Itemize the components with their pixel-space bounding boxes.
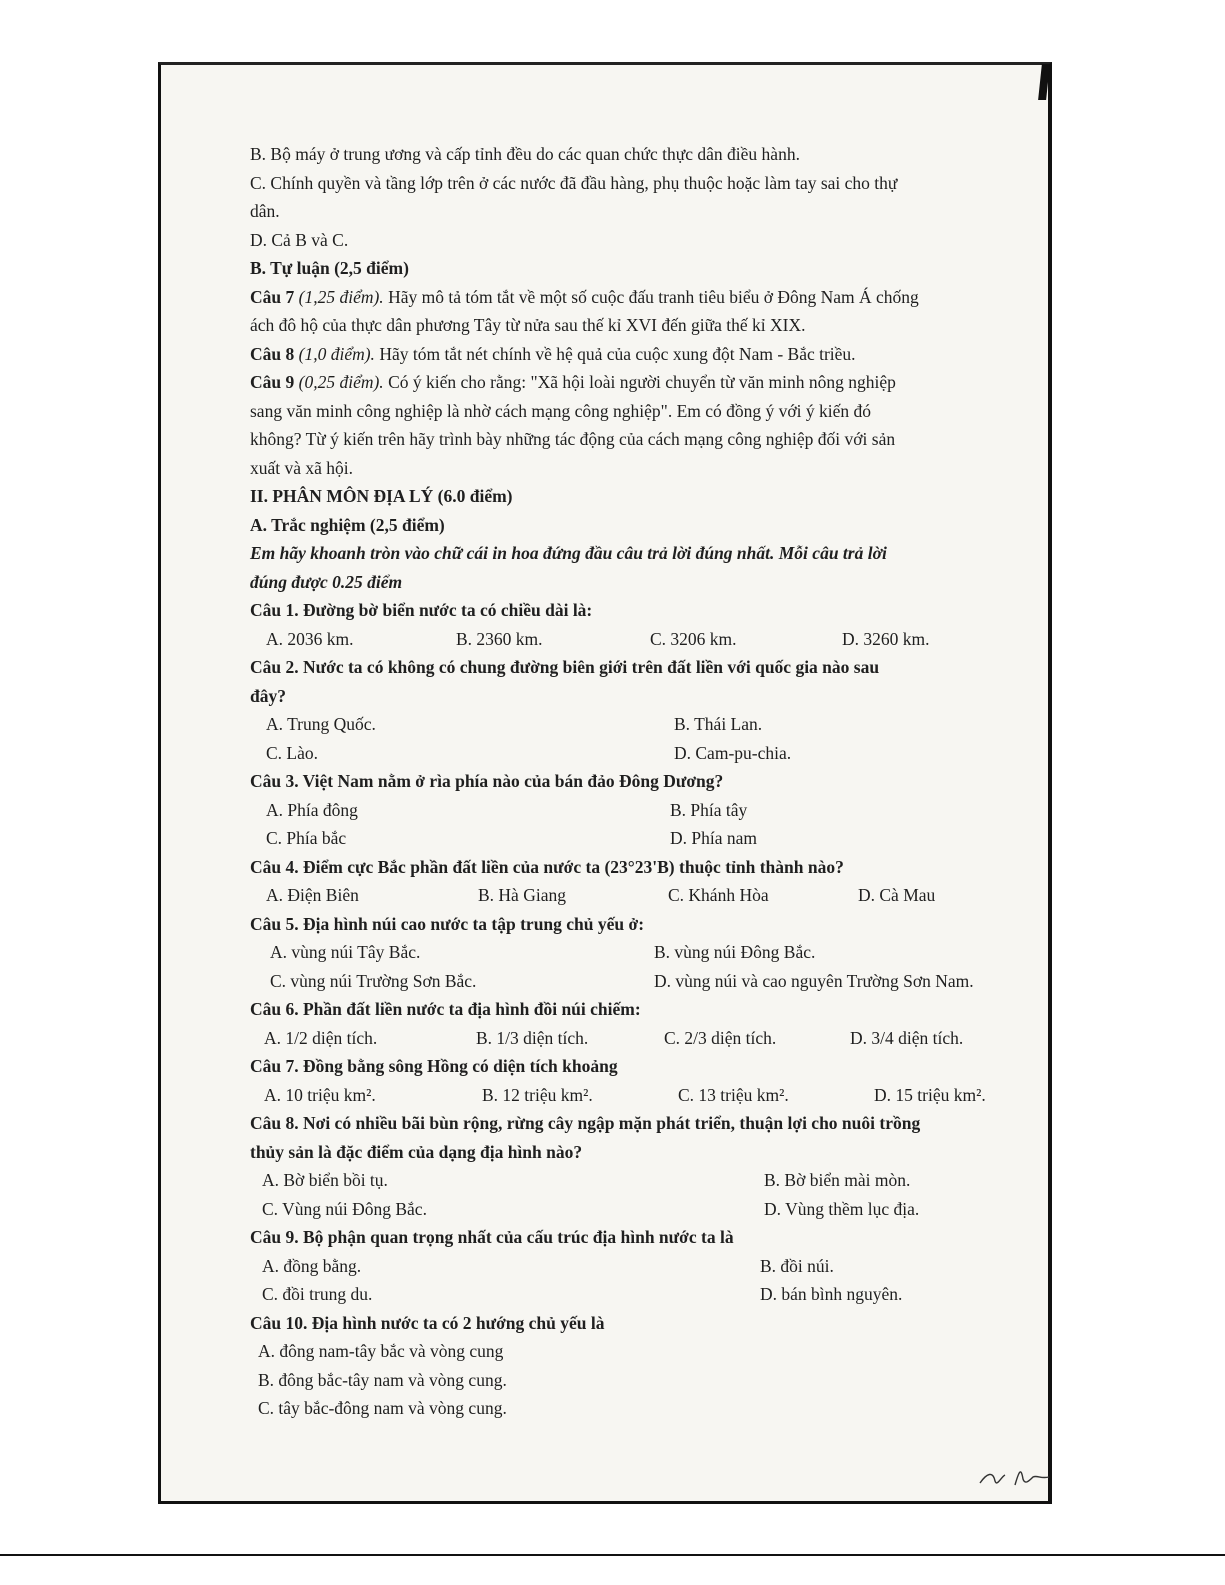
question-9-options-row1 <box>250 1252 1040 1281</box>
q5-option-b[interactable]: B. vùng núi Đông Bắc. <box>654 942 816 962</box>
geography-instruction-line1: Em hãy khoanh tròn vào chữ cái in hoa đứng đầu câu trả lời đúng nhất. Mỗi câu trả lời <box>250 543 887 563</box>
essay-q9-label: Câu 9 <box>250 372 295 392</box>
q7-option-a[interactable]: A. 10 triệu km². <box>264 1084 376 1105</box>
essay-q7-points: (1,25 điểm). <box>294 286 384 307</box>
q1-option-d[interactable]: D. 3260 km. <box>842 628 930 649</box>
history-option-b: B. Bộ máy ở trung ương và cấp tỉnh đều do các quan chức thực dân điều hành. <box>250 144 800 164</box>
q6-option-b[interactable]: B. 1/3 diện tích. <box>476 1027 589 1048</box>
essay-q7-label: Câu 7 <box>250 286 295 307</box>
document-content <box>250 140 1040 1423</box>
q2-option-b[interactable]: B. Thái Lan. <box>674 714 763 734</box>
question-4-options <box>250 881 1040 910</box>
question-2-line2: đây? <box>250 685 286 706</box>
question-7-options <box>250 1081 1040 1110</box>
q2-option-c[interactable]: C. Lào. <box>266 742 319 763</box>
essay-q9-line1 <box>250 368 1040 397</box>
q6-option-a[interactable]: A. 1/2 diện tích. <box>264 1027 378 1048</box>
question-9: Câu 9. Bộ phận quan trọng nhất của cấu trúc địa hình nước ta là <box>250 1227 734 1247</box>
q9-option-c[interactable]: C. đồi trung du. <box>262 1284 373 1304</box>
essay-q8-text: Hãy tóm tắt nét chính về hệ quả của cuộc xung đột Nam - Bắc triều. <box>374 343 856 364</box>
question-3-options-row2 <box>250 824 1040 853</box>
question-6-options <box>250 1024 1040 1053</box>
q6-option-d[interactable]: D. 3/4 diện tích. <box>850 1027 964 1048</box>
q10-option-c[interactable]: C. tây bắc-đông nam và vòng cung. <box>258 1398 507 1418</box>
question-3-options-row1 <box>250 796 1040 825</box>
question-8-options-row2 <box>250 1195 1040 1224</box>
q3-option-b[interactable]: B. Phía tây <box>670 799 748 820</box>
essay-q7-text: Hãy mô tả tóm tắt về một số cuộc đấu tranh tiêu biểu ở Đông Nam Á chống <box>383 286 919 307</box>
question-6: Câu 6. Phần đất liền nước ta địa hình đồi núi chiếm: <box>250 999 641 1019</box>
q1-option-c[interactable]: C. 3206 km. <box>650 628 737 649</box>
q1-option-b[interactable]: B. 2360 km. <box>456 628 543 649</box>
question-5: Câu 5. Địa hình núi cao nước ta tập trung chủ yếu ở: <box>250 913 645 934</box>
q2-option-d[interactable]: D. Cam-pu-chia. <box>674 742 792 763</box>
history-option-c-line1: C. Chính quyền và tầng lớp trên ở các nước đã đầu hàng, phụ thuộc hoặc làm tay sai cho thự <box>250 172 898 193</box>
handwritten-initials-mark <box>975 1455 1055 1495</box>
essay-q9-points: (0,25 điểm). <box>294 372 384 392</box>
q10-option-a[interactable]: A. đông nam-tây bắc và vòng cung <box>258 1341 504 1361</box>
q8-option-d[interactable]: D. Vùng thềm lục địa. <box>764 1198 920 1219</box>
question-2-options-row2 <box>250 739 1040 768</box>
q3-option-a[interactable]: A. Phía đông <box>266 799 358 820</box>
q7-option-b[interactable]: B. 12 triệu km². <box>482 1084 593 1105</box>
q4-option-d[interactable]: D. Cà Mau <box>858 885 936 905</box>
question-2-line1: Câu 2. Nước ta có không có chung đường biên giới trên đất liền với quốc gia nào sau <box>250 657 880 677</box>
essay-q9-line2: sang văn minh công nghiệp là nhờ cách mạng công nghiệp". Em có đồng ý với ý kiến đó <box>250 400 872 421</box>
q4-option-b[interactable]: B. Hà Giang <box>478 885 566 905</box>
question-4: Câu 4. Điểm cực Bắc phần đất liền của nước ta (23°23'B) thuộc tỉnh thành nào? <box>250 856 844 877</box>
q8-option-b[interactable]: B. Bờ biển mài mòn. <box>764 1170 911 1190</box>
history-option-c-line2: dân. <box>250 201 280 221</box>
geography-mc-heading: A. Trắc nghiệm (2,5 điểm) <box>250 514 445 535</box>
q3-option-d[interactable]: D. Phía nam <box>670 828 758 848</box>
q6-option-c[interactable]: C. 2/3 diện tích. <box>664 1027 777 1048</box>
q7-option-d[interactable]: D. 15 triệu km². <box>874 1084 986 1105</box>
essay-q8-points: (1,0 điểm). <box>294 343 375 364</box>
essay-heading: B. Tự luận (2,5 điểm) <box>250 258 409 278</box>
geography-heading: II. PHÂN MÔN ĐỊA LÝ (6.0 điểm) <box>250 486 513 506</box>
q8-option-c[interactable]: C. Vùng núi Đông Bắc. <box>262 1198 427 1219</box>
q1-option-a[interactable]: A. 2036 km. <box>266 628 354 649</box>
essay-q7-line2: ách đô hộ của thực dân phương Tây từ nửa sau thế kỉ XVI đến giữa thế kỉ XIX. <box>250 315 806 335</box>
q10-option-b[interactable]: B. đông bắc-tây nam và vòng cung. <box>258 1369 507 1390</box>
question-3: Câu 3. Việt Nam nằm ở rìa phía nào của bán đảo Đông Dương? <box>250 771 724 791</box>
question-8-line1: Câu 8. Nơi có nhiều bãi bùn rộng, rừng cây ngập mặn phát triển, thuận lợi cho nuôi trồng <box>250 1113 921 1133</box>
q7-option-c[interactable]: C. 13 triệu km². <box>678 1084 789 1105</box>
essay-q7-line1 <box>250 283 1040 312</box>
essay-q8-label: Câu 8 <box>250 343 295 364</box>
geography-instruction-line2: đúng được 0.25 điểm <box>250 571 403 592</box>
question-10: Câu 10. Địa hình nước ta có 2 hướng chủ yếu là <box>250 1312 605 1333</box>
q4-option-c[interactable]: C. Khánh Hòa <box>668 885 769 905</box>
essay-q9-line4: xuất và xã hội. <box>250 457 354 478</box>
q3-option-c[interactable]: C. Phía bắc <box>266 828 347 848</box>
question-1: Câu 1. Đường bờ biển nước ta có chiều dài là: <box>250 600 593 620</box>
question-2-options-row1 <box>250 710 1040 739</box>
q2-option-a[interactable]: A. Trung Quốc. <box>266 714 376 734</box>
q9-option-a[interactable]: A. đồng bằng. <box>262 1255 362 1276</box>
question-9-options-row2 <box>250 1280 1040 1309</box>
question-8-line2: thủy sản là đặc điểm của dạng địa hình nào? <box>250 1141 583 1162</box>
question-8-options-row1 <box>250 1166 1040 1195</box>
question-5-options-row2 <box>250 967 1040 996</box>
scan-bottom-edge <box>0 1554 1225 1556</box>
q4-option-a[interactable]: A. Điện Biên <box>266 885 359 905</box>
q9-option-b[interactable]: B. đồi núi. <box>760 1255 834 1276</box>
question-7: Câu 7. Đồng bằng sông Hồng có diện tích khoảng <box>250 1056 618 1076</box>
q5-option-a[interactable]: A. vùng núi Tây Bắc. <box>270 942 421 962</box>
essay-q9-line3: không? Từ ý kiến trên hãy trình bày những tác động của cách mạng công nghiệp đối với sản <box>250 429 896 449</box>
q8-option-a[interactable]: A. Bờ biển bồi tụ. <box>262 1170 388 1190</box>
question-5-options-row1 <box>250 938 1040 967</box>
essay-q9-text: Có ý kiến cho rằng: "Xã hội loài người chuyển từ văn minh nông nghiệp <box>383 372 896 392</box>
question-1-options <box>250 625 1040 654</box>
q5-option-d[interactable]: D. vùng núi và cao nguyên Trường Sơn Nam. <box>654 970 974 991</box>
history-option-d: D. Cả B và C. <box>250 229 349 250</box>
essay-q8 <box>250 340 1040 369</box>
q9-option-d[interactable]: D. bán bình nguyên. <box>760 1284 903 1304</box>
q5-option-c[interactable]: C. vùng núi Trường Sơn Bắc. <box>270 970 477 991</box>
